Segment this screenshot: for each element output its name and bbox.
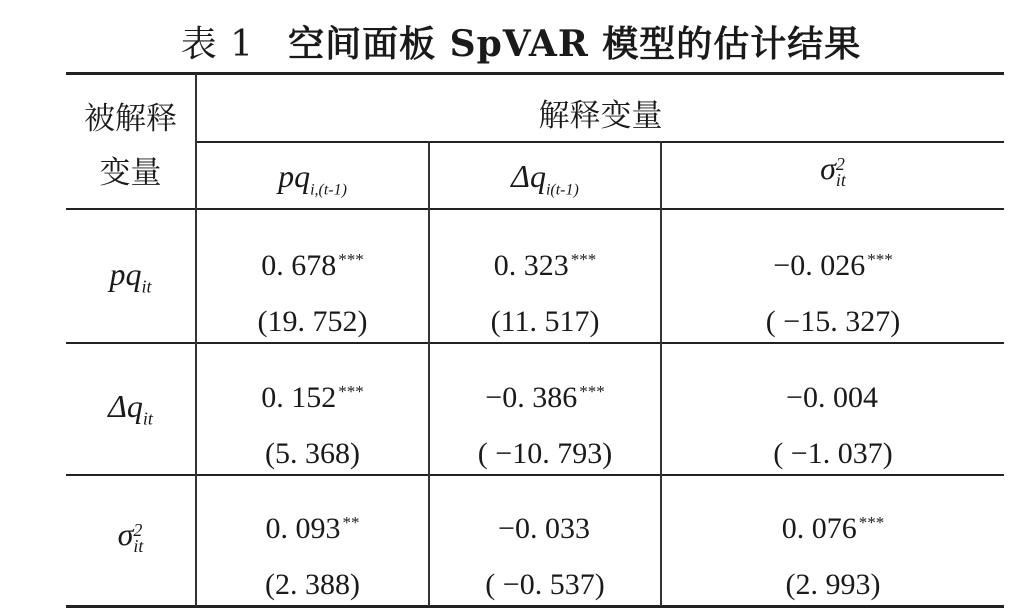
table-cell [430, 495, 660, 613]
t-statistic: (2. 993) [785, 568, 881, 601]
table-cell [197, 364, 428, 482]
significance-stars: *** [570, 250, 597, 269]
t-statistic: ( −1. 037) [773, 437, 893, 470]
table-cell [662, 495, 1004, 613]
coefficient: 0. 076 [781, 512, 857, 545]
t-statistic: (19. 752) [257, 305, 368, 338]
dependent-header-line1: 被解释 [84, 101, 177, 137]
coefficient: 0. 152 [261, 381, 337, 414]
table-cell [662, 364, 1004, 482]
column-header-dq-lag: $\Delta q_{i(t-1)}$ [511, 158, 579, 199]
t-statistic: (5. 368) [265, 437, 360, 470]
t-statistic: ( −0. 537) [485, 568, 605, 601]
coefficient: −0. 026 [773, 249, 866, 282]
significance-stars: *** [338, 382, 364, 401]
t-statistic: (11. 517) [490, 305, 600, 338]
significance-stars: *** [338, 250, 364, 269]
row-label-dq: $\Delta q_{it}$ [108, 388, 153, 429]
t-statistic: ( −15. 327) [765, 305, 901, 338]
coefficient: −0. 033 [498, 512, 590, 545]
significance-stars: *** [858, 513, 885, 532]
table-cell [430, 232, 660, 350]
coefficient: 0. 678 [261, 249, 337, 282]
column-header-sigma-sq: σ 2 it [820, 150, 846, 190]
header-split-rule [196, 141, 1004, 143]
table-cell [197, 232, 428, 350]
header-bottom-rule [66, 208, 1004, 210]
table-cell [197, 495, 428, 613]
significance-stars: ** [342, 513, 360, 532]
dependent-variable-header [66, 92, 195, 200]
significance-stars: *** [867, 250, 893, 269]
significance-stars: *** [579, 382, 605, 401]
t-statistic: ( −10. 793) [477, 437, 613, 470]
coefficient: 0. 093 [265, 512, 341, 545]
dependent-header-line2: 变量 [99, 155, 162, 191]
coefficient: −0. 386 [485, 381, 578, 414]
table-caption: 空间面板 SpVAR 模型的估计结果 [288, 23, 862, 65]
table-cell [430, 364, 660, 482]
t-statistic: (2. 388) [265, 568, 360, 601]
coefficient: 0. 323 [493, 249, 569, 282]
top-rule [66, 72, 1004, 75]
row-label-pq: $pq_{it}$ [109, 256, 152, 297]
coefficient: −0. 004 [786, 381, 878, 414]
column-header-pq-lag: $pq_{i,(t-1)}$ [278, 158, 347, 199]
table-title [0, 16, 1032, 67]
table-number: 表 1 [180, 24, 255, 65]
explanatory-variables-header: 解释变量 [538, 98, 663, 134]
row-label-sigma: σ 2 it [117, 516, 144, 556]
table-cell [662, 232, 1004, 350]
